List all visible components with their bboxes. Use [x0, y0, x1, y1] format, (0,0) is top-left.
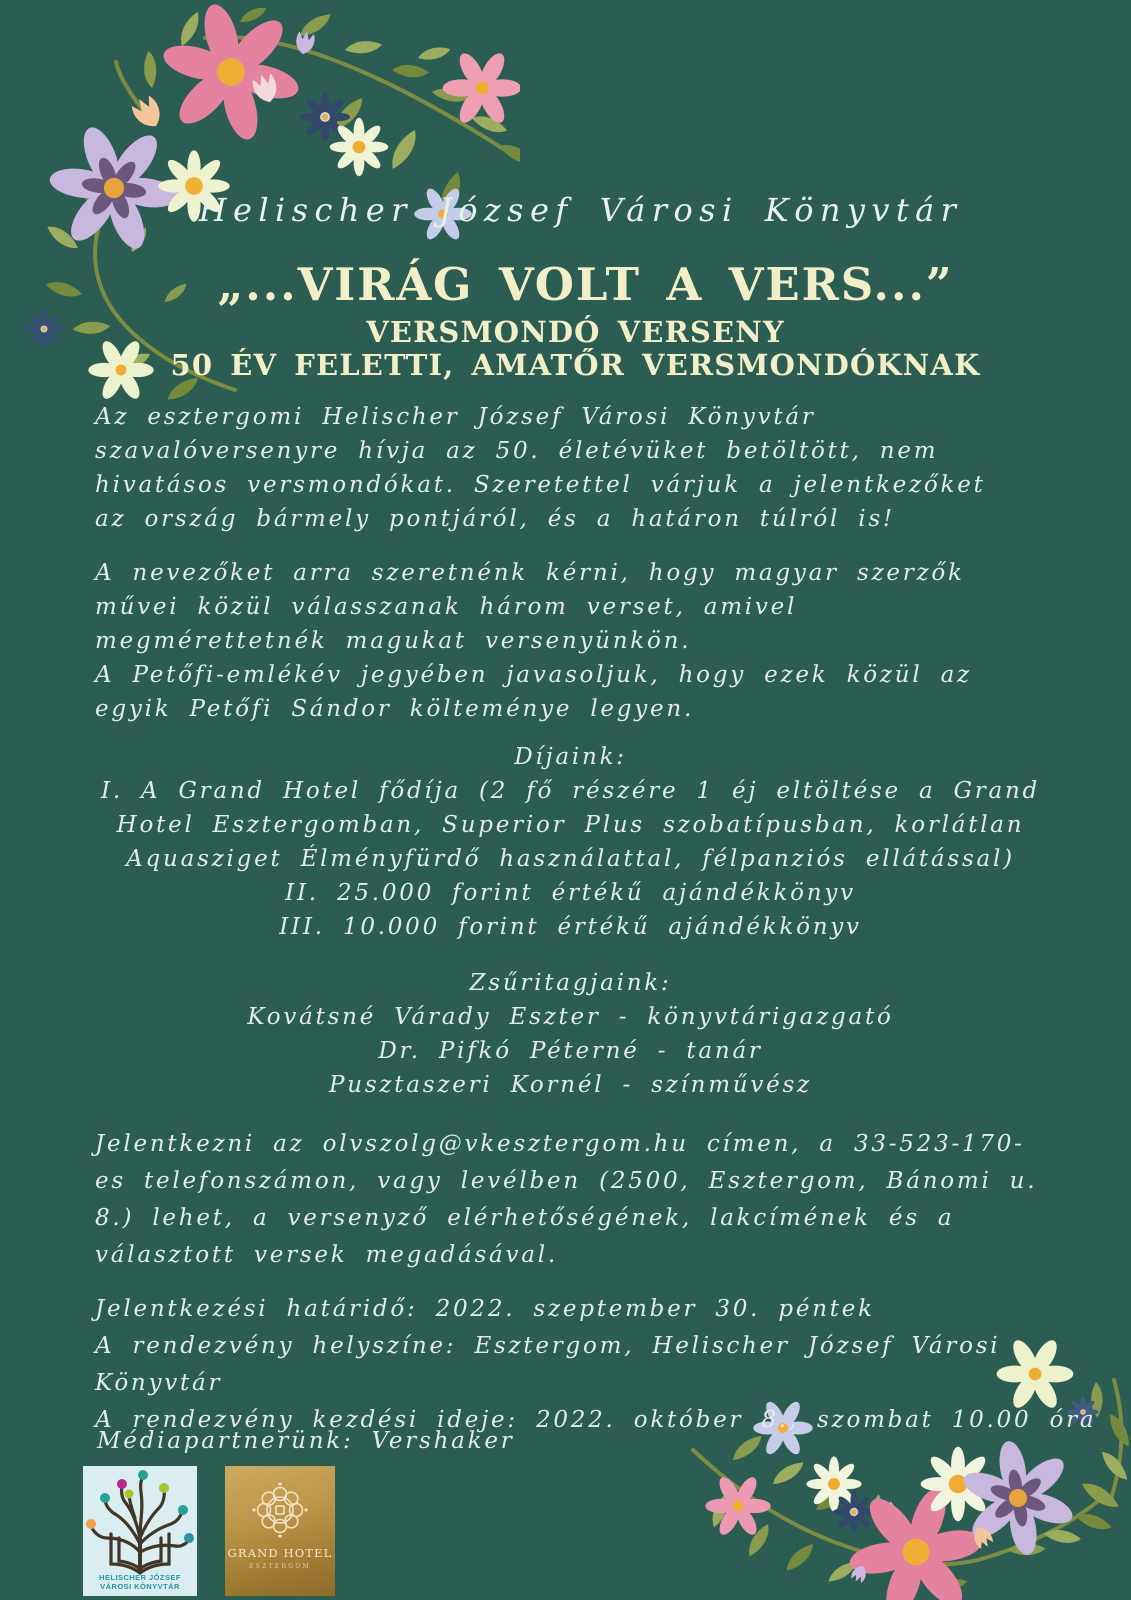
- deadline-line: Jelentkezési határidő: 2022. szeptember 30. péntek: [95, 1296, 875, 1322]
- jury-member-1: Kovátsné Várady Eszter - könyvtárigazgató: [247, 1004, 894, 1030]
- poster-audience: 50 ÉV FELETTI, AMATŐR VERSMONDÓKNAK: [170, 348, 981, 382]
- hotel-logo-city: ESZTERGOM: [249, 1563, 311, 1570]
- pink-flower: [146, 0, 316, 156]
- library-logo: [83, 1466, 197, 1596]
- prize-item-1: I. A Grand Hotel fődíja (2 fő részére 1 éj eltöltése a Grand Hotel Esztergomban, Superior Plus szobatípusban, korlátlan Aquasziget Élményfürdő használattal, félpanziós ellátással): [100, 778, 1041, 872]
- small-pink-flower: [443, 50, 520, 127]
- grand-hotel-logo: [225, 1466, 335, 1596]
- prize-item-3: III. 10.000 forint értékű ajándékkönyv: [279, 914, 862, 940]
- prize-item-2: II. 25.000 forint értékű ajándékkönyv: [285, 880, 856, 906]
- cream-daisy-small: [330, 118, 389, 177]
- library-logo-text: [83, 1573, 197, 1591]
- media-partner: Médiapartnerünk: Vershaker: [97, 1428, 515, 1454]
- hotel-logo-text: [225, 1546, 335, 1570]
- library-logo-line1: HELISCHER JÓZSEF: [99, 1573, 181, 1582]
- hotel-logo-name: GRAND HOTEL: [227, 1546, 333, 1560]
- jury-section: [10, 966, 1131, 1102]
- intro-paragraph-2b: A Petőfi-emlékév jegyében javasoljuk, hogy ezek közül az egyik Petőfi Sándor költeménye legyen.: [95, 662, 972, 722]
- event-details: [95, 1291, 1105, 1439]
- start-time-line: A rendezvény kezdési ideje: 2022. október 8., szombat 10.00 óra: [95, 1407, 1097, 1433]
- jury-heading: Zsűritagjaink:: [469, 970, 672, 996]
- small-pink-flower: [705, 1474, 770, 1538]
- partner-logos: [83, 1466, 335, 1596]
- intro-paragraph-2: [95, 556, 1020, 726]
- library-logo-line2: VÁROSI KÖNYVTÁR: [100, 1582, 180, 1591]
- contact-paragraph: Jelentkezni az olvszolg@vkesztergom.hu címen, a 33-523-170-es telefonszámon, vagy levélben (2500, Esztergom, Bánomi u. 8.) lehet, a versenyző elérhetőségének, lakcímének és a választott versek megadásával.: [95, 1131, 1038, 1268]
- jury-member-3: Pusztaszeri Kornél - színművész: [329, 1072, 812, 1098]
- prizes-section: [10, 740, 1131, 944]
- blue-flower: [833, 1491, 876, 1534]
- jury-member-2: Dr. Pifkó Péterné - tanár: [378, 1038, 763, 1064]
- organization-name: Helischer József Városi Könyvtár: [198, 191, 963, 229]
- prizes-heading: Díjaink:: [514, 744, 627, 770]
- intro-paragraph-1: Az esztergomi Helischer József Városi Könyvtár szavalóversenyre hívja az 50. életévüket betöltött, nem hivatásos versmondókat. Szeretettel várjuk a jelentkezőket az ország bármely pontjáról, és a határon túlról is!: [95, 404, 986, 532]
- poster-subtitle: VERSMONDÓ VERSENY: [366, 315, 785, 349]
- intro-paragraph-2a: A nevezőket arra szeretnénk kérni, hogy magyar szerzők művei közül válasszanak három verset, amivel megmérettetnék magukat versenyünkön.: [95, 560, 965, 654]
- hotel-rosette-icon: [225, 1466, 335, 1596]
- poster-title: „...VIRÁG VOLT A VERS...”: [217, 258, 954, 311]
- venue-line: A rendezvény helyszíne: Esztergom, Helischer József Városi Könyvtár: [95, 1333, 1001, 1396]
